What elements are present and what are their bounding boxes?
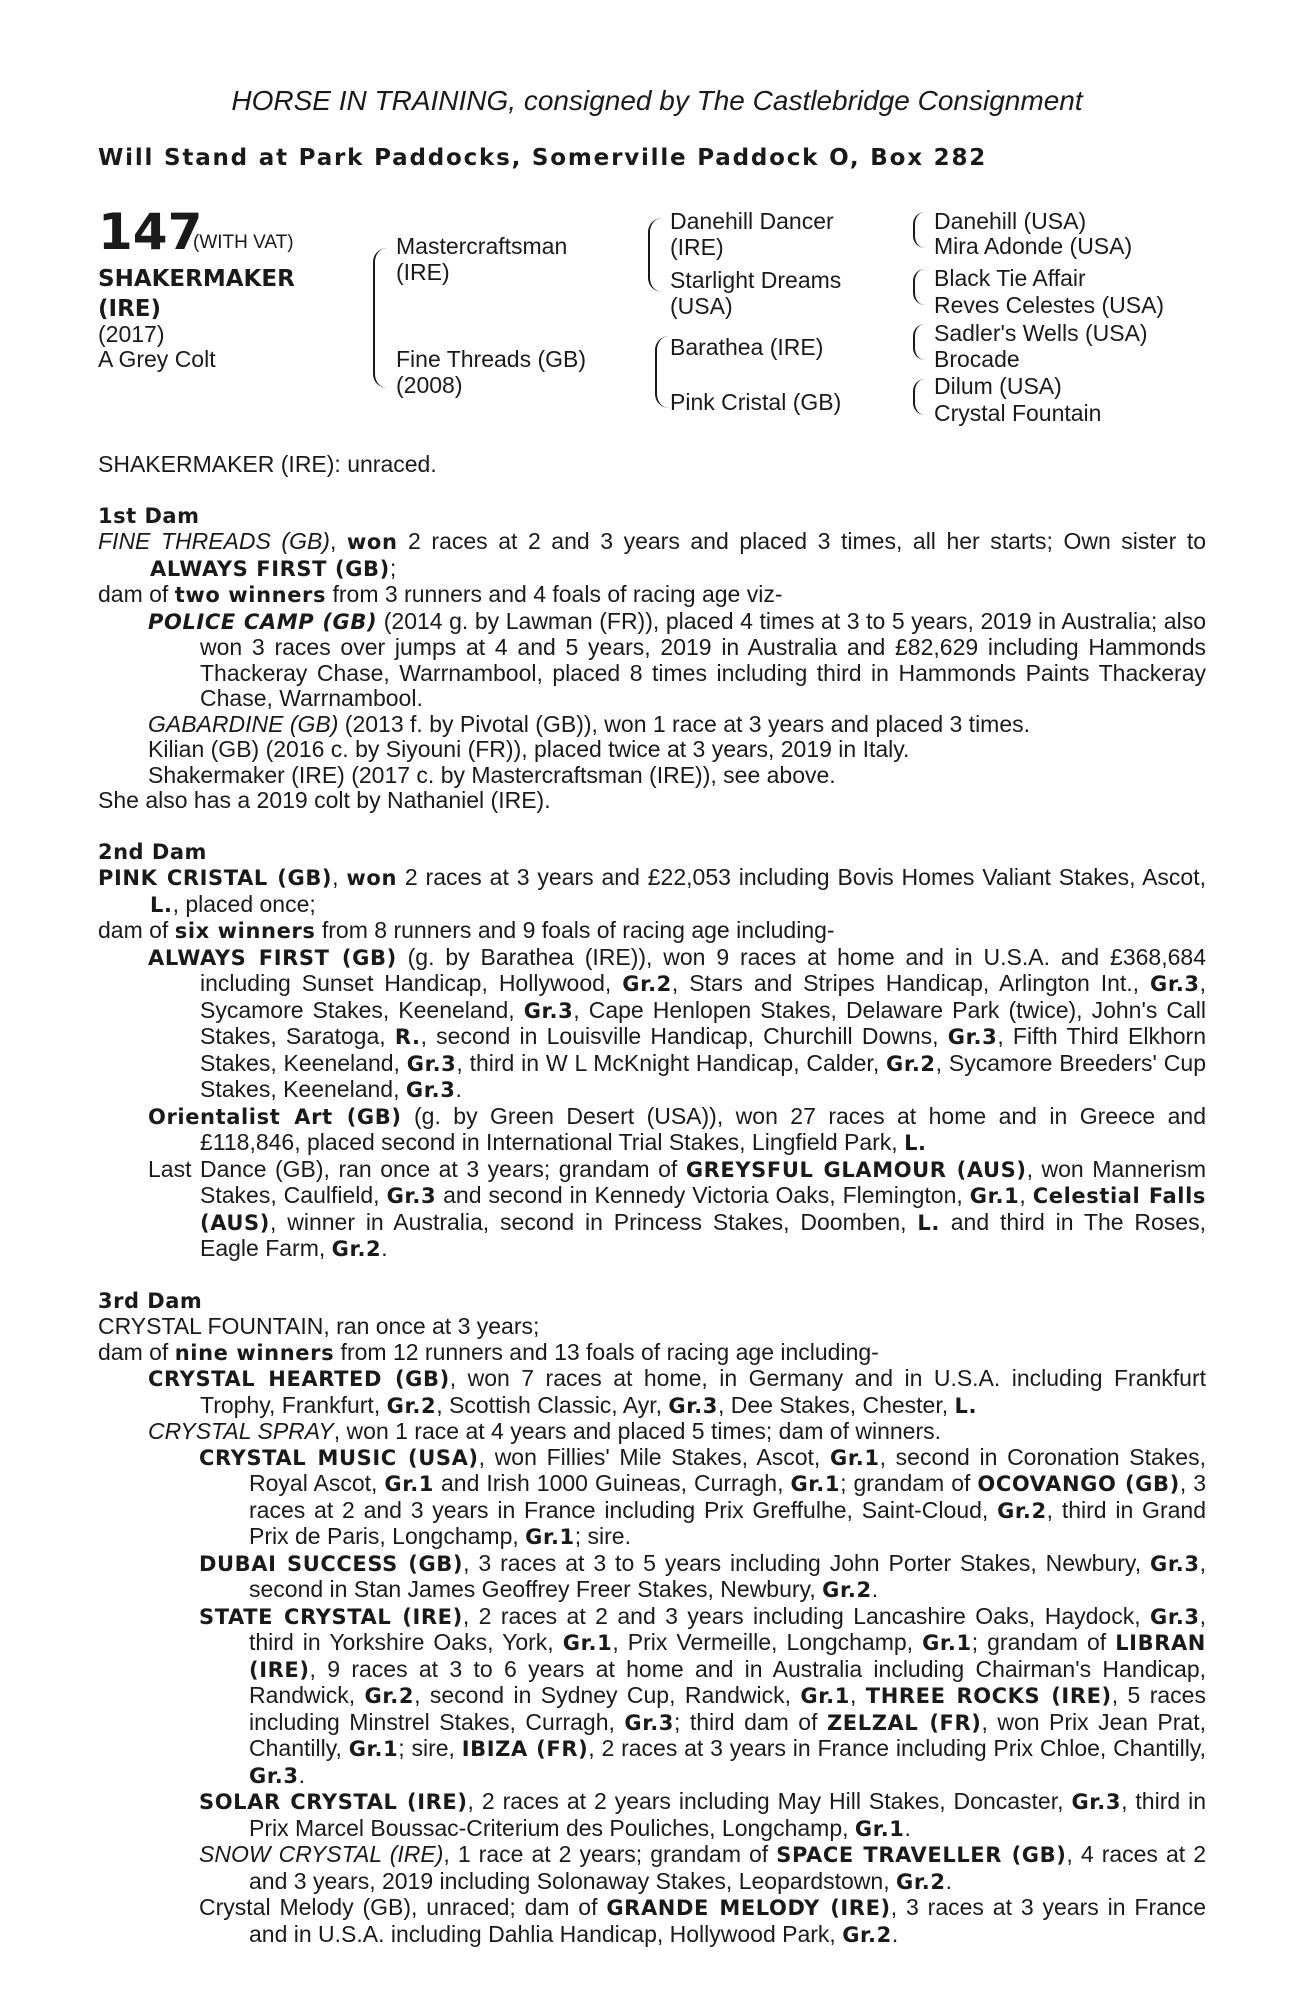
sire-dam-brace	[373, 248, 389, 388]
grandprogeny-crystal-music: CRYSTAL MUSIC (USA), won Fillies' Mile Stakes, Ascot, Gr.1, second in Coronation Stakes, Royal Ascot, Gr.1 and Irish 1000 Guineas, Curragh, Gr.1; grandam of OCOVANGO (GB), 3 races at 2 and 3 years in France including Prix Greffulhe, Saint-Cloud, Gr.2, third in Grand Prix de Paris, Longchamp, Gr.1; sire.	[199, 1443, 1206, 1549]
pedigree-g1: Danehill (USA)	[934, 208, 1087, 234]
horse-name	[98, 264, 295, 324]
first-dam-heading: 1st Dam	[98, 503, 200, 528]
sire-line-brace	[648, 218, 662, 292]
second-dam-produce-summary: dam of six winners from 8 runners and 9 foals of racing age including-	[98, 917, 835, 943]
grandprogeny-state-crystal: STATE CRYSTAL (IRE), 2 races at 2 and 3 years including Lancashire Oaks, Haydock, Gr.3, third in Yorkshire Oaks, York, Gr.1, Prix Vermeille, Longchamp, Gr.1; grandam of LIBRAN (IRE), 9 races at 3 to 6 years at home and in Australia including Chairman's Handicap, Randwick, Gr.2, second in Sydney Cup, Randwick, Gr.1, THREE ROCKS (IRE), 5 races including Minstrel Stakes, Curragh, Gr.3; third dam of ZELZAL (FR), won Prix Jean Prat, Chantilly, Gr.1; sire, IBIZA (FR), 2 races at 3 years in France including Prix Chloe, Chantilly, Gr.3.	[199, 1602, 1207, 1788]
pedigree-sire: Mastercraftsman (IRE)	[396, 233, 568, 285]
dam-line-brace	[655, 336, 669, 408]
horse-name-line1: SHAKERMAKER	[98, 266, 295, 292]
first-dam-entry: FINE THREADS (GB), won 2 races at 2 and 3 years and placed 3 times, all her starts; Own sister to ALWAYS FIRST (GB);	[98, 528, 1206, 581]
pedigree-sire-dam: Starlight Dreams (USA)	[670, 267, 842, 319]
pedigree-g6: Brocade	[934, 346, 1020, 372]
pedigree-g4: Reves Celestes (USA)	[934, 292, 1165, 318]
vat-note: (WITH VAT)	[193, 232, 294, 253]
progeny-kilian: Kilian (GB) (2016 c. by Siyouni (FR)), placed twice at 3 years, 2019 in Italy.	[148, 736, 910, 762]
progeny-orientalist-art: Orientalist Art (GB) (g. by Green Desert (USA)), won 27 races at home and in Greece and £118,846, placed second in International Trial Stakes, Lingfield Park, L.	[148, 1102, 1207, 1155]
progeny-always-first: ALWAYS FIRST (GB) (g. by Barathea (IRE)), won 9 races at home and in U.S.A. and £368,684 including Sunset Handicap, Hollywood, Gr.2, Stars and Stripes Handicap, Arlington Int., Gr.3, Sycamore Stakes, Keeneland, Gr.3, Cape Henlopen Stakes, Delaware Park (twice), John's Call Stakes, Saratoga, R., second in Louisville Handicap, Churchill Downs, Gr.3, Fifth Third Elkhorn Stakes, Keeneland, Gr.3, third in W L McKnight Handicap, Calder, Gr.2, Sycamore Breeders' Cup Stakes, Keeneland, Gr.3.	[148, 943, 1206, 1102]
third-dam-heading: 3rd Dam	[98, 1288, 203, 1313]
progeny-crystal-hearted: CRYSTAL HEARTED (GB), won 7 races at home, in Germany and in U.S.A. including Frankfurt Trophy, Frankfurt, Gr.2, Scottish Classic, Ayr, Gr.3, Dee Stakes, Chester, L.	[148, 1365, 1207, 1418]
progeny-shakermaker: Shakermaker (IRE) (2017 c. by Mastercraftsman (IRE)), see above.	[148, 761, 836, 788]
pedigree-g5: Sadler's Wells (USA)	[934, 320, 1148, 346]
progeny-gabardine: GABARDINE (GB) (2013 f. by Pivotal (GB)), won 1 race at 3 years and placed 3 times.	[148, 710, 1031, 737]
pedigree-g7: Dilum (USA)	[934, 373, 1062, 399]
dam-2019-colt: She also has a 2019 colt by Nathaniel (IRE).	[98, 787, 551, 813]
pedigree-dam-sire: Barathea (IRE)	[670, 334, 824, 360]
race-summary: SHAKERMAKER (IRE): unraced.	[98, 451, 437, 477]
second-dam-entry: PINK CRISTAL (GB), won 2 races at 3 years and £22,053 including Bovis Homes Valiant Stakes, Ascot, L., placed once;	[98, 864, 1207, 917]
grandprogeny-solar-crystal: SOLAR CRYSTAL (IRE), 2 races at 2 years including May Hill Stakes, Doncaster, Gr.3, third in Prix Marcel Boussac-Criterium des Pouliches, Longchamp, Gr.1.	[199, 1788, 1206, 1841]
pedigree-g2: Mira Adonde (USA)	[934, 233, 1133, 259]
lot-number: 147	[98, 203, 203, 261]
third-dam-produce-summary: dam of nine winners from 12 runners and 13 foals of racing age including-	[98, 1338, 879, 1365]
page-header: HORSE IN TRAINING, consigned by The Castlebridge Consignment	[231, 85, 1083, 116]
horse-name-line2: (IRE)	[98, 296, 162, 322]
gen3-brace-4	[913, 379, 925, 415]
gen3-brace-2	[913, 269, 925, 305]
pedigree-dam: Fine Threads (GB) (2008)	[396, 346, 587, 398]
progeny-crystal-spray: CRYSTAL SPRAY, won 1 race at 4 years and placed 5 times; dam of winners.	[148, 1418, 942, 1444]
pedigree-sire-sire: Danehill Dancer (IRE)	[670, 208, 834, 260]
grandprogeny-dubai-success: DUBAI SUCCESS (GB), 3 races at 3 to 5 years including John Porter Stakes, Newbury, Gr.3, second in Stan James Geoffrey Freer Stakes, Newbury, Gr.2.	[199, 1549, 1206, 1602]
progeny-last-dance: Last Dance (GB), ran once at 3 years; grandam of GREYSFUL GLAMOUR (AUS), won Mannerism Stakes, Caulfield, Gr.3 and second in Kennedy Victoria Oaks, Flemington, Gr.1, Celestial Falls (AUS), winner in Australia, second in Princess Stakes, Doomben, L. and third in The Roses, Eagle Farm, Gr.2.	[148, 1155, 1207, 1261]
grandprogeny-crystal-melody: Crystal Melody (GB), unraced; dam of GRANDE MELODY (IRE), 3 races at 3 years in France and in U.S.A. including Dahlia Handicap, Hollywood Park, Gr.2.	[199, 1894, 1206, 1947]
foaling-year: (2017)	[98, 321, 165, 347]
catalogue-body	[98, 452, 1206, 1948]
pedigree-g8: Crystal Fountain	[934, 400, 1102, 426]
gen3-brace-1	[913, 212, 925, 248]
gen3-brace-3	[913, 324, 925, 360]
horse-description: A Grey Colt	[98, 346, 216, 372]
second-dam-heading: 2nd Dam	[98, 839, 207, 864]
third-dam-entry: CRYSTAL FOUNTAIN, ran once at 3 years;	[98, 1313, 540, 1339]
grandprogeny-snow-crystal: SNOW CRYSTAL (IRE), 1 race at 2 years; grandam of SPACE TRAVELLER (GB), 4 races at 2 and 3 years, 2019 including Solonaway Stakes, Leopardstown, Gr.2.	[199, 1841, 1206, 1894]
stand-location: Will Stand at Park Paddocks, Somerville Paddock O, Box 282	[98, 145, 988, 171]
first-dam-produce-summary: dam of two winners from 3 runners and 4 foals of racing age viz-	[98, 581, 783, 607]
pedigree-g3: Black Tie Affair	[934, 265, 1086, 291]
pedigree-dam-dam: Pink Cristal (GB)	[670, 389, 842, 415]
progeny-police-camp: POLICE CAMP (GB) (2014 g. by Lawman (FR)), placed 4 times at 3 to 5 years, 2019 in Australia; also won 3 races over jumps at 4 and 5 years, 2019 in Australia and £82,629 including Hammonds Thackeray Chase, Warrnambool, placed 8 times including third in Hammonds Paints Thackeray Chase, Warrnambool.	[148, 607, 1207, 711]
